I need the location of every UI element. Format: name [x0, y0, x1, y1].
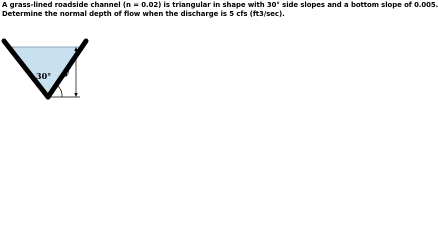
angle-label: 30°: [36, 71, 52, 81]
problem-line-1: A grass-lined roadside channel (n = 0.02) is triangular in shape with 30° side slopes and a bottom slope of 0.005.: [2, 1, 438, 9]
channel-diagram: [0, 0, 438, 99]
angle-arc: [58, 86, 62, 97]
problem-line-2: Determine the normal depth of flow when the discharge is 5 cfs (ft3/sec).: [2, 9, 285, 18]
depth-label: y: [64, 67, 69, 77]
depth-arrow-bottom: [74, 93, 77, 97]
